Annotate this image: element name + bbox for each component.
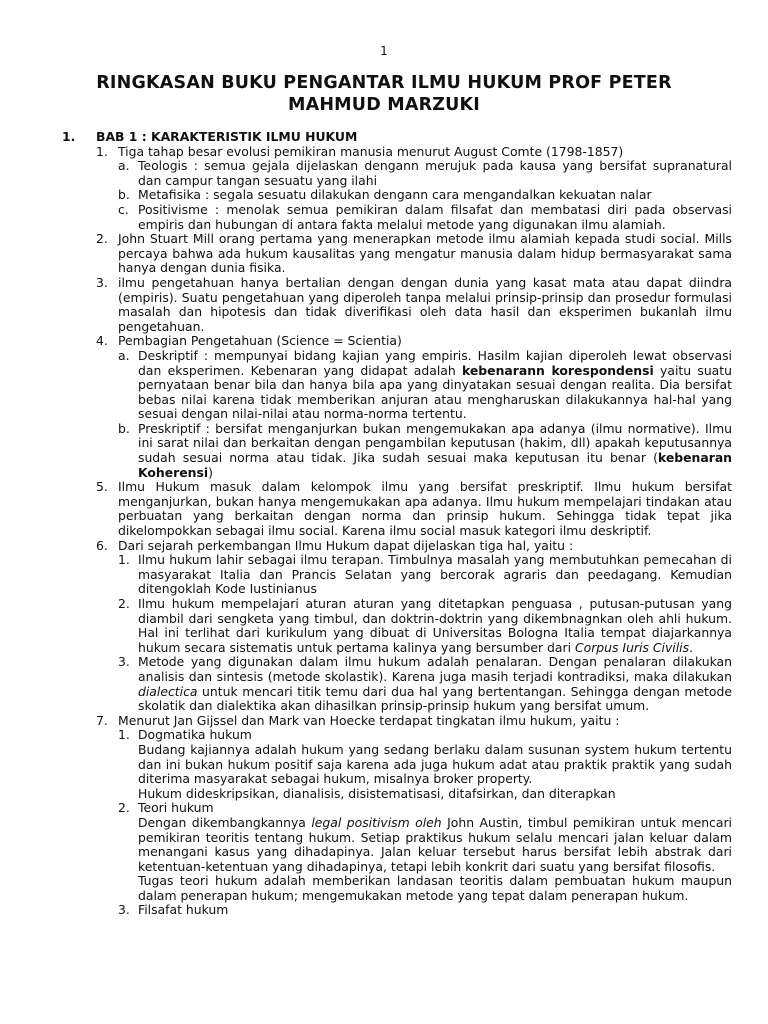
chapter-heading xyxy=(62,130,732,145)
item-text: Dari sejarah perkembangan Ilmu Hukum dapat dijelaskan tiga hal, yaitu : xyxy=(118,537,574,553)
item-text: Positivisme : menolak semua pemikiran dalam filsafat dan membatasi diri pada observasi empiris dan hubungan di antara fakta melalui metode yang digunakan ilmu alamiah. xyxy=(138,201,732,232)
item-text: Menurut Jan Gijssel dan Mark van Hoecke terdapat tingkatan ilmu hukum, yaitu : xyxy=(118,712,620,728)
list-item xyxy=(96,480,732,538)
paragraph: Hukum dideskripsikan, dianalisis, disistematisasi, ditafsirkan, dan diterapkan xyxy=(138,785,616,801)
sub-list-item xyxy=(118,801,732,816)
item-number: 1. xyxy=(118,727,130,743)
document-title xyxy=(60,72,708,116)
sub-list-item xyxy=(118,553,732,597)
italic-term: legal positivism oleh xyxy=(311,814,442,830)
item-label: Filsafat hukum xyxy=(138,902,229,918)
item-text xyxy=(138,349,732,422)
sub-list-item xyxy=(118,728,732,743)
text-run: Dengan dikembangkannya xyxy=(138,814,312,830)
paragraph: Tugas teori hukum adalah memberikan landasan teoritis dalam pembuatan hukum maupun dalam penerapan hukum; mengemukakan metode yang tepat dalam penerapan hukum. xyxy=(138,873,732,903)
italic-term: dialectica xyxy=(138,683,198,699)
item-text: Ilmu Hukum masuk dalam kelompok ilmu yang bersifat preskriptif. Ilmu hukum bersifat menganjurkan, bukan hanya mengemukakan apa adanya. Ilmu hukum mempelajari tindakan atau perbuatan yang berkaitan dengan norma dan prinsip hukum. Sehingga tidak tepat jika dikelompokkan sebagai ilmu social. Karena ilmu social masuk kategori ilmu deskriptif. xyxy=(118,479,732,539)
item-text xyxy=(138,597,732,655)
item-text: John Stuart Mill orang pertama yang menerapkan metode ilmu alamiah kepada studi social. Mills percaya bahwa ada hukum kausalitas yang mengatur manusia dalam hidup bermasyarakat sama hanya dengan dunia fisika. xyxy=(118,231,732,276)
item-number: 6. xyxy=(96,537,108,553)
item-number: a. xyxy=(118,347,130,363)
paragraph: Budang kajiannya adalah hukum yang sedang berlaku dalam susunan system hukum tertentu dan ini bukan hukum positif saja karena ada juga hukum adat atau praktik praktik yang sudah diterima masyarakat sebagai hukum, misalnya broker property. xyxy=(138,741,732,787)
item-number: 1. xyxy=(118,552,130,568)
bold-term: kebenaran Koherensi xyxy=(138,450,732,480)
italic-term: Corpus Iuris Civilis xyxy=(574,639,690,655)
item-number: 3. xyxy=(118,902,130,918)
item-text: Tiga tahap besar evolusi pemikiran manusia menurut August Comte (1798-1857) xyxy=(118,143,624,159)
sub-list-item xyxy=(118,188,732,203)
item-number: b. xyxy=(118,420,130,436)
sub-list-item xyxy=(118,903,732,918)
sub-list-item xyxy=(118,597,732,655)
list-item xyxy=(96,276,732,334)
page-number: 1 xyxy=(380,44,388,58)
chapter-number: 1. xyxy=(62,129,76,144)
item-number: 4. xyxy=(96,333,108,349)
text-run: Deskriptif : mempunyai bidang kajian yang empiris. Hasilm kajian diperoleh lewat observasi dan eksperimen. Kebenaran yang didapat adalah xyxy=(138,347,732,378)
item-number: 7. xyxy=(96,712,108,728)
item-number: 3. xyxy=(118,654,130,670)
title-line-2: MAHMUD MARZUKI xyxy=(287,95,481,115)
sub-list-item xyxy=(118,422,732,480)
item-text xyxy=(138,655,732,713)
list-item xyxy=(96,539,732,554)
item-number: 2. xyxy=(118,596,130,611)
item-number: 1. xyxy=(96,143,108,159)
text-run: Preskriptif : bersifat menganjurkan bukan mengemukakan apa adanya (ilmu normative). Ilmu ini sarat nilai dan berkaitan dengan pengambilan keputusan (hakim, dll) apakah keputusannya sudah sesuai norma atau tidak. Jika sudah sesuai maka keputusan itu benar ( xyxy=(138,420,732,466)
list-item xyxy=(96,334,732,349)
item-text: Metafisika : segala sesuatu dilakukan dengann cara mengandalkan kekuatan nalar xyxy=(138,187,652,203)
chapter-label: BAB 1 : KARAKTERISTIK ILMU HUKUM xyxy=(96,129,358,144)
text-run: . xyxy=(689,639,694,655)
text-run: Metode yang digunakan dalam ilmu hukum adalah penalaran. Dengan penalaran dilakukan analisis dan sintesis (metode skolastik). Karena juga masih terjadi kontradiksi, maka dilakukan xyxy=(138,654,732,684)
text-run: John Austin, timbul pemikiran untuk mencari pemikiran teoritis tentang hukum. Setiap praktikus hukum selalu mencari jalan keluar dalam menangani kasus yang dihadapinya. Jalan keluar tersebut harus bersifat lebih abstrak dari ketentuan-ketentuan yang dihadapinya, tetapi lebih konkrit dari suatu yang bersifat filosofis. xyxy=(138,814,732,874)
sub-list-item xyxy=(118,159,732,188)
sub-list-item xyxy=(118,203,732,232)
text-run: untuk mencari titik temu dari dua hal yang bertentangan. Sehingga dengan metode skolatik dan dialektika akan dihasilkan prinsip-prinsip hukum yang bersifat umum. xyxy=(138,683,732,714)
item-number: 2. xyxy=(96,231,108,247)
item-text: Teologis : semua gejala dijelaskan dengann merujuk pada kausa yang bersifat supranatural dan campur tangan sesuatu yang ilahi xyxy=(138,158,732,188)
paragraph xyxy=(138,816,732,874)
item-number: c. xyxy=(118,201,129,217)
item-number: 2. xyxy=(118,800,130,816)
item-text xyxy=(138,422,732,480)
list-item xyxy=(96,145,732,160)
bold-term: kebenarann korespondensi xyxy=(461,362,654,378)
document-body xyxy=(62,130,732,918)
text-run: yaitu suatu pernyataan benar bila dan hanya bila apa yang dinyatakan sesuai dengan realita. Dia bersifat bebas nilai karena tidak memberikan anjuran atau mengharuskan dilakukannya hal-hal yang sesuai dengan nilai-nilai atau norma-norma tertentu. xyxy=(138,362,732,422)
item-text: ilmu pengetahuan hanya bertalian dengan dengan dunia yang kasat mata atau dapat diindra (empiris). Suatu pengetahuan yang diperoleh tanpa melalui prinsip-prinsip dan prosedur formulasi masalah dan hipotesis dan tidak diverifikasi oleh data hasil dan eksperimen bukanlah ilmu pengetahuan. xyxy=(118,274,732,334)
item-number: b. xyxy=(118,187,130,203)
item-label: Teori hukum xyxy=(138,800,214,816)
text-run: Ilmu hukum mempelajari aturan aturan yang ditetapkan penguasa , putusan-putusan yang diambil dari sengketa yang timbul, dan doktrin-doktrin yang dikembnagnkan oleh ahli hukum. Hal ini terlihat dari kurikulum yang dibuat di Universitas Bologna Italia tempat diajarkannya hukum secara sistematis untuk pertama kalinya yang bersumber dari xyxy=(138,596,732,655)
item-label: Dogmatika hukum xyxy=(138,727,252,743)
item-number: a. xyxy=(118,158,130,174)
list-item xyxy=(96,714,732,729)
item-text: Ilmu hukum lahir sebagai ilmu terapan. Timbulnya masalah yang membutuhkan pemecahan di masyarakat Italia dan Prancis Selatan yang bercorak agraris dan peedagang. Kemudian ditengoklah Kode Iustinianus xyxy=(138,552,732,597)
title-line-1: RINGKASAN BUKU PENGANTAR ILMU HUKUM PROF PETER xyxy=(96,73,672,93)
list-item xyxy=(96,232,732,276)
item-text: Pembagian Pengetahuan (Science = Scientia) xyxy=(118,333,402,349)
item-number: 3. xyxy=(96,274,108,290)
text-run: ) xyxy=(208,464,213,480)
sub-list-item xyxy=(118,655,732,713)
item-number: 5. xyxy=(96,479,108,495)
sub-list-item xyxy=(118,349,732,422)
